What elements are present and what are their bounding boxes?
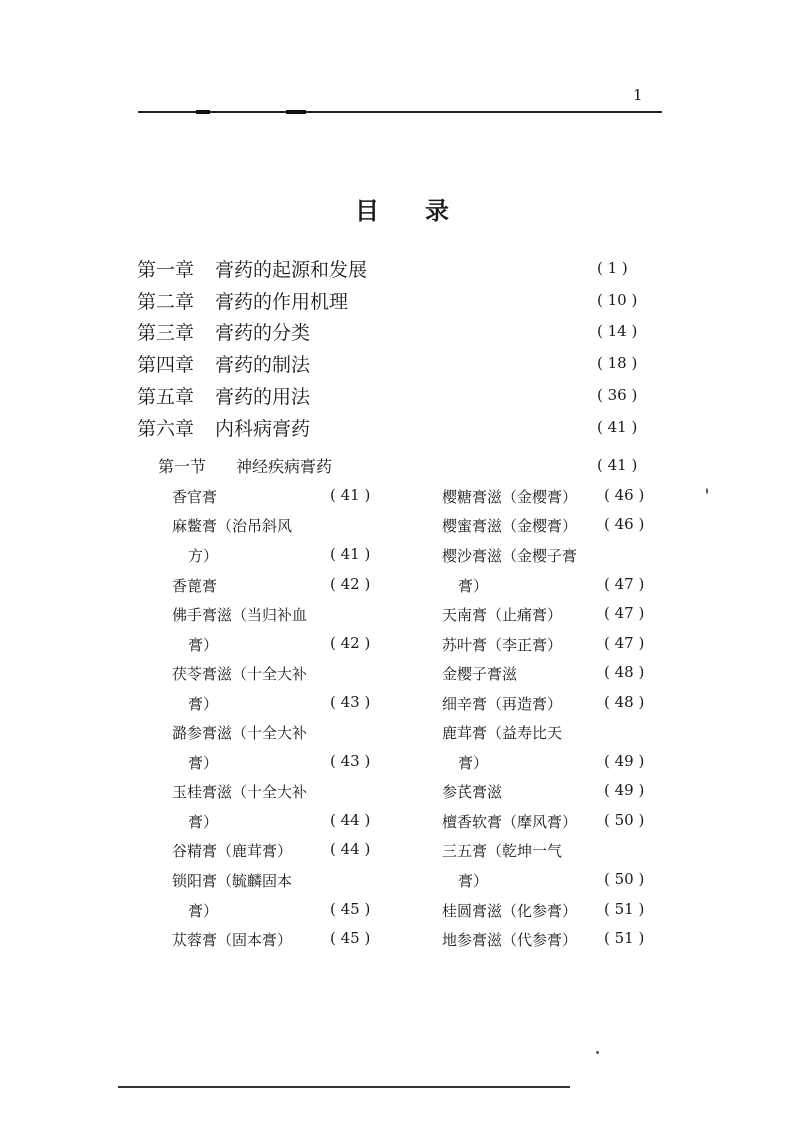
- entry-page: ( 42 ): [330, 575, 371, 593]
- entry-text: 鹿茸膏（益寿比天: [442, 724, 563, 742]
- entry-text: 香官膏: [172, 488, 218, 506]
- section-title: 神经疾病膏药: [236, 457, 333, 476]
- chapter-label: 第三章: [137, 322, 195, 344]
- entry-page: ( 41 ): [330, 486, 371, 504]
- entry-text: 樱沙膏滋（金樱子膏: [442, 547, 578, 565]
- entry-page: ( 45 ): [330, 929, 371, 947]
- entry-text: 苏叶膏（李正膏）: [442, 636, 563, 654]
- entry-page: ( 49 ): [604, 752, 645, 770]
- chapter-title: 膏药的作用机理: [215, 291, 349, 313]
- entry-page: ( 43 ): [330, 752, 371, 770]
- chapter-page: ( 41 ): [597, 418, 638, 436]
- entry-page: ( 44 ): [330, 840, 371, 858]
- entry-text: 樱糖膏滋（金樱膏）: [442, 488, 578, 506]
- entry-text: 膏）: [188, 902, 219, 920]
- chapter-label: 第五章: [137, 386, 195, 408]
- entry-text: 玉桂膏滋（十全大补: [172, 783, 308, 801]
- title-char-1: 目: [355, 196, 379, 225]
- entry-text: 桂圆膏滋（化参膏）: [442, 902, 578, 920]
- chapter-page: ( 36 ): [597, 386, 638, 404]
- entry-text: 檀香软膏（摩风膏）: [442, 813, 578, 831]
- chapter-page: ( 14 ): [597, 322, 638, 340]
- entry-text: 金樱子膏滋: [442, 665, 518, 683]
- entry-text: 樱蜜膏滋（金樱膏）: [442, 517, 578, 535]
- entry-page: ( 45 ): [330, 900, 371, 918]
- entry-text: 膏）: [188, 754, 219, 772]
- entry-text: 佛手膏滋（当归补血: [172, 606, 308, 624]
- entry-page: ( 48 ): [604, 693, 645, 711]
- entry-text: 细辛膏（再造膏）: [442, 695, 563, 713]
- entry-text: 麻鳖膏（治吊斜风: [172, 517, 293, 535]
- entry-text: 方）: [188, 547, 219, 565]
- entry-text: 膏）: [458, 577, 489, 595]
- entry-page: ( 48 ): [604, 663, 645, 681]
- chapter-title: 膏药的起源和发展: [215, 259, 368, 281]
- entry-text: 谷精膏（鹿茸膏）: [172, 842, 293, 860]
- entry-text: 膏）: [458, 872, 489, 890]
- section-label: 第一节: [158, 457, 207, 476]
- scan-speck: [706, 488, 708, 494]
- chapter-label: 第一章: [137, 259, 195, 281]
- entry-page: ( 51 ): [604, 929, 645, 947]
- entry-page: ( 46 ): [604, 515, 645, 533]
- title-char-2: 录: [425, 196, 449, 225]
- entry-text: 膏）: [188, 636, 219, 654]
- entry-text: 三五膏（乾坤一气: [442, 842, 563, 860]
- entry-page: ( 41 ): [330, 545, 371, 563]
- entry-text: 膏）: [188, 695, 219, 713]
- entry-page: ( 49 ): [604, 781, 645, 799]
- page-number: 1: [633, 86, 643, 104]
- entry-text: 茯苓膏滋（十全大补: [172, 665, 308, 683]
- entry-text: 参芪膏滋: [442, 783, 503, 801]
- entry-text: 地参膏滋（代参膏）: [442, 931, 578, 949]
- entry-page: ( 46 ): [604, 486, 645, 504]
- chapter-label: 第四章: [137, 354, 195, 376]
- entry-page: ( 47 ): [604, 604, 645, 622]
- entry-text: 锁阳膏（毓麟固本: [172, 872, 293, 890]
- entry-page: ( 43 ): [330, 693, 371, 711]
- chapter-title: 膏药的分类: [215, 322, 311, 344]
- chapter-label: 第六章: [137, 418, 195, 440]
- header-rule: [138, 111, 662, 113]
- entry-page: ( 44 ): [330, 811, 371, 829]
- section-page: ( 41 ): [597, 456, 638, 474]
- chapter-page: ( 10 ): [597, 291, 638, 309]
- entry-page: ( 50 ): [604, 811, 645, 829]
- chapter-title: 膏药的用法: [215, 386, 311, 408]
- chapter-page: ( 18 ): [597, 354, 638, 372]
- footer-rule: [118, 1086, 570, 1088]
- chapter-page: ( 1 ): [597, 259, 628, 277]
- entry-page: ( 42 ): [330, 634, 371, 652]
- entry-page: ( 47 ): [604, 634, 645, 652]
- entry-text: 苁蓉膏（固本膏）: [172, 931, 293, 949]
- entry-text: 潞参膏滋（十全大补: [172, 724, 308, 742]
- entry-text: 天南膏（止痛膏）: [442, 606, 563, 624]
- scan-speck: [596, 1051, 599, 1054]
- entry-text: 膏）: [188, 813, 219, 831]
- entry-page: ( 50 ): [604, 870, 645, 888]
- entry-text: 膏）: [458, 754, 489, 772]
- entry-text: 香蓖膏: [172, 577, 218, 595]
- chapter-title: 膏药的制法: [215, 354, 311, 376]
- chapter-title: 内科病膏药: [215, 418, 311, 440]
- entry-page: ( 51 ): [604, 900, 645, 918]
- chapter-label: 第二章: [137, 291, 195, 313]
- entry-page: ( 47 ): [604, 575, 645, 593]
